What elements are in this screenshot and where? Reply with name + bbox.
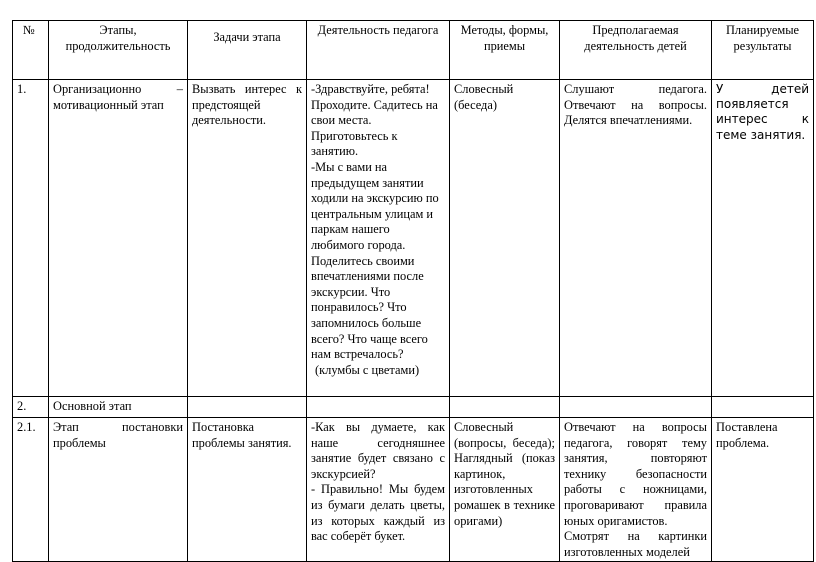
header-results: Планируемые результаты [712,21,814,80]
task-cell: Вызвать интерес к предстоящей деятельности. [188,80,307,397]
header-teacher-activity: Деятельность педагога [307,21,450,80]
stage-cell: Этап постановки проблемы [49,418,188,562]
row-number: 1. [13,80,49,397]
row-number: 2. [13,397,49,418]
empty-cell [450,397,560,418]
teacher-line: - Правильно! Мы будем из бумаги делать цветы, из которых каждый из вас соберёт букет. [311,482,445,544]
header-stages: Этапы, продолжительность [49,21,188,80]
teacher-activity-cell [307,418,450,562]
header-number: № [13,21,49,80]
children-line: Смотрят на картинки изготовленных моделей [564,529,707,559]
teacher-line: -Как вы думаете, как наше сегодняшнее занятие будет связано с экскурсией? [311,420,445,481]
children-activity-cell [560,418,712,562]
results-cell: Поставлена проблема. [712,418,814,562]
stage-cell: Организационно – мотивационный этап [49,80,188,397]
empty-cell [712,397,814,418]
teacher-line: (клумбы с цветами) [315,362,420,377]
teacher-activity-cell [307,80,450,397]
methods-cell: Словесный (беседа) [450,80,560,397]
row-number: 2.1. [13,418,49,562]
header-row [13,21,814,80]
empty-cell [307,397,450,418]
header-methods: Методы, формы, приемы [450,21,560,80]
empty-cell [188,397,307,418]
stage-cell: Основной этап [49,397,188,418]
methods-cell: Словесный (вопросы, беседа); Наглядный (показ картинок, изготовленных ромашек в технике оригами) [450,418,560,562]
header-children-activity: Предполагаемая деятельность детей [560,21,712,80]
task-cell: Постановка проблемы занятия. [188,418,307,562]
results-cell: У детей появляется интерес к теме занятия. [712,80,814,397]
children-line: Отвечают на вопросы педагога, говорят тему занятия, повторяют технику безопасности работы с ножницами, проговаривают правила юных оригамистов. [564,420,707,528]
table-row [13,80,814,397]
table-row [13,418,814,562]
table-row [13,397,814,418]
teacher-line: Приготовьтесь к занятию. [311,128,398,159]
header-tasks: Задачи этапа [188,21,307,80]
teacher-line: -Мы с вами на предыдущем занятии ходили на экскурсию по центральным улицам и паркам нашего любимого города. Поделитесь своими впечатлениями после экскурсии. Что понравилось? Что запомнилось больше всего? Что чаще всего нам встречалось? [311,159,439,362]
teacher-line: -Здравствуйте, ребята! Проходите. Садитесь на свои места. [311,82,438,128]
lesson-plan-table [12,20,814,562]
children-activity-cell: Слушают педагога. Отвечают на вопросы. Делятся впечатлениями. [560,80,712,397]
empty-cell [560,397,712,418]
